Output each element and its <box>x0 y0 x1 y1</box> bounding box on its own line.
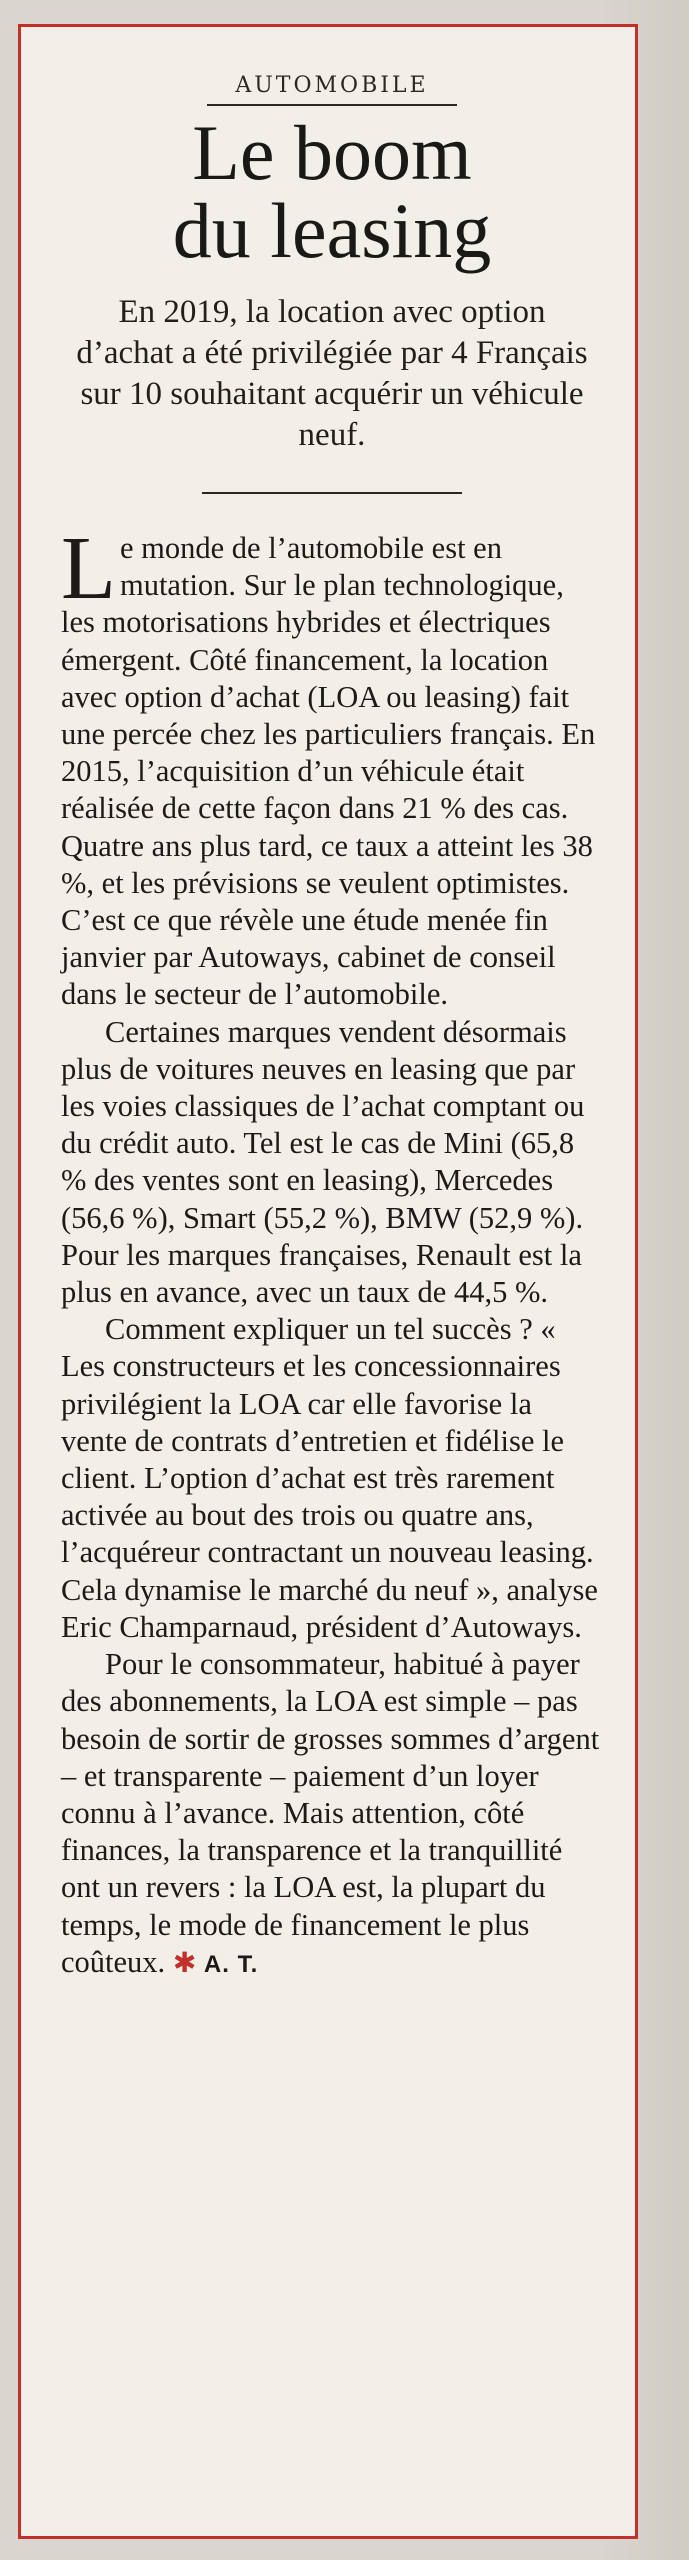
article-title <box>61 109 603 274</box>
article-body <box>61 519 603 1983</box>
paragraph-1 <box>61 519 603 1014</box>
author-signature: A. T. <box>203 1950 259 1978</box>
title-line-2: du leasing <box>172 187 492 274</box>
paragraph-3: Comment expliquer un tel succès ? « Les constructeurs et les concessionnaires privilégient la LOA car elle favorise la vente de contrats d’entretien et fidélise le client. L’option d’achat est très rarement activée au bout des trois ou quatre ans, l’acquéreur contractant un nouveau leasing. Cela dynamise le marché du neuf », analyse Eric Champarnaud, président d’Autoways. <box>61 1312 598 1644</box>
divider-rule <box>202 492 462 494</box>
paragraph-1-text: e monde de l’automobile est en mutation. Sur le plan technologique, les motorisations hybrides et électriques émergent. Côté financement, la location avec option d’achat (LOA ou leasing) fait une percée chez les particuliers français. En 2015, l’acquisition d’un véhicule était réalisée de cette façon dans 21 % des cas. Quatre ans plus tard, ce taux a atteint les 38 %, et les prévisions se veulent optimistes. C’est ce que révèle une étude menée fin janvier par Autoways, cabinet de conseil dans le secteur de l’automobile. <box>61 531 596 1012</box>
paragraph-2: Certaines marques vendent désormais plus de voitures neuves en leasing que par les voies classiques de l’achat comptant ou du crédit auto. Tel est le cas de Mini (65,8 % des ventes sont en leasing), Mercedes (56,6 %), Smart (55,2 %), BMW (52,9 %). Pour les marques françaises, Renault est la plus en avance, avec un taux de 44,5 %. <box>61 1014 585 1310</box>
paragraph-4 <box>61 1646 603 1983</box>
paragraph-4-text: Pour le consommateur, habitué à payer des abonnements, la LOA est simple – pas besoin de sortir de grosses sommes d’argent – et transparente – paiement d’un loyer connu à l’avance. Mais attention, côté finances, la transparence et la tranquillité ont un revers : la LOA est, la plupart du temps, le mode de financement le plus coûteux. <box>61 1647 600 1979</box>
article-frame <box>18 24 638 2539</box>
drop-cap: L <box>61 519 116 618</box>
section-kicker: AUTOMOBILE <box>207 73 457 106</box>
article-deck: En 2019, la location avec option d’achat a été privilégiée par 4 Français sur 10 souhaitant acquérir un véhicule neuf. <box>76 294 588 453</box>
end-mark-icon: ✱ <box>172 1947 197 1979</box>
title-line-1: Le boom <box>192 109 472 196</box>
